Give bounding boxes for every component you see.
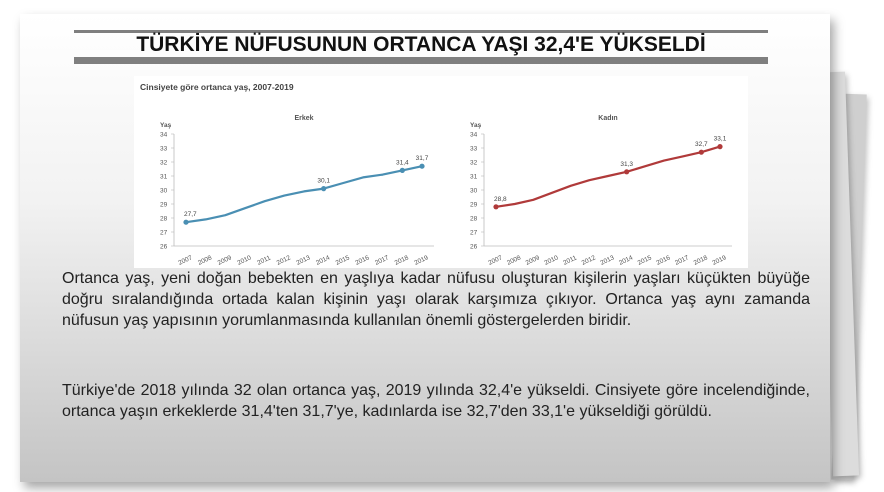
erkek-x-tick-label: 2007 bbox=[177, 254, 194, 267]
kadin-x-tick-label: 2011 bbox=[562, 254, 578, 267]
erkek-data-label: 27,7 bbox=[184, 211, 197, 219]
kadin-y-tick-label: 31 bbox=[470, 173, 478, 181]
kadin-data-point bbox=[624, 169, 629, 174]
kadin-data-label: 28,8 bbox=[494, 195, 507, 203]
kadin-x-tick-label: 2007 bbox=[487, 254, 504, 267]
median-age-charts bbox=[134, 76, 748, 268]
erkek-data-point bbox=[400, 168, 405, 173]
kadin-data-label: 32,7 bbox=[695, 141, 708, 149]
kadin-y-tick-label: 32 bbox=[470, 159, 478, 167]
kadin-y-tick-label: 26 bbox=[470, 243, 478, 251]
erkek-series-line bbox=[186, 166, 422, 222]
kadin-y-axis-label: Yaş bbox=[470, 122, 482, 129]
erkek-data-point bbox=[419, 164, 424, 169]
kadin-data-point bbox=[493, 204, 498, 209]
chart-panel bbox=[134, 76, 748, 268]
erkek-y-axis-label: Yaş bbox=[160, 122, 172, 129]
erkek-x-tick-label: 2015 bbox=[334, 254, 351, 267]
kadin-x-tick-label: 2013 bbox=[599, 254, 616, 267]
kadin-data-point bbox=[717, 144, 722, 149]
erkek-x-tick-label: 2017 bbox=[373, 254, 391, 267]
page-title: TÜRKİYE NÜFUSUNUN ORTANCA YAŞI 32,4'E YÜKSELDİ bbox=[136, 33, 706, 56]
kadin-y-tick-label: 28 bbox=[470, 215, 478, 223]
kadin-x-tick-label: 2014 bbox=[617, 254, 635, 267]
erkek-x-tick-label: 2016 bbox=[354, 254, 371, 267]
kadin-x-tick-label: 2012 bbox=[580, 254, 597, 267]
erkek-x-tick-label: 2009 bbox=[216, 254, 233, 267]
erkek-x-tick-label: 2012 bbox=[275, 254, 292, 267]
body-paragraph-2: Türkiye'de 2018 yılında 32 olan ortanca yaş, 2019 yılında 32,4'e yükseldi. Cinsiyete göre incelendiğinde, ortanca yaşın erkeklerde 31,4'ten 31,7'ye, kadınlarda ise 32,7'den 33,1'e yükseldiği görüldü. bbox=[62, 382, 810, 420]
erkek-data-point bbox=[183, 220, 188, 225]
kadin-series-line bbox=[496, 147, 720, 207]
erkek-x-tick-label: 2013 bbox=[295, 254, 312, 267]
erkek-x-tick-label: 2014 bbox=[314, 254, 332, 267]
erkek-data-label: 30,1 bbox=[317, 177, 330, 185]
erkek-x-tick-label: 2010 bbox=[236, 254, 253, 267]
kadin-x-tick-label: 2017 bbox=[673, 254, 691, 267]
erkek-y-tick-label: 27 bbox=[160, 229, 168, 237]
body-paragraph-1: Ortanca yaş, yeni doğan bebekten en yaşlıya kadar nüfusu oluşturan kişilerin yaşları küçükten büyüğe doğru sıralandığında ortada kalan kişinin yaşı olarak karşımıza çıkıyor. Ortanca yaş aynı zamanda nüfusun yaş yapısının yorumlanmasında kullanılan önemli göstergelerden biridir. bbox=[62, 270, 810, 329]
kadin-x-tick-label: 2016 bbox=[655, 254, 672, 267]
erkek-y-tick-label: 31 bbox=[160, 173, 168, 181]
erkek-y-tick-label: 30 bbox=[160, 187, 168, 195]
erkek-data-point bbox=[321, 186, 326, 191]
kadin-x-tick-label: 2009 bbox=[524, 254, 541, 267]
erkek-x-tick-label: 2019 bbox=[413, 254, 430, 267]
erkek-data-label: 31,4 bbox=[396, 159, 409, 167]
erkek-x-tick-label: 2018 bbox=[393, 254, 410, 267]
news-card bbox=[20, 14, 830, 482]
chart-panel-title: Cinsiyete göre ortanca yaş, 2007-2019 bbox=[140, 82, 294, 92]
kadin-data-label: 33,1 bbox=[713, 135, 727, 143]
kadin-x-tick-label: 2008 bbox=[505, 254, 523, 267]
erkek-y-tick-label: 26 bbox=[160, 243, 168, 251]
kadin-chart-title: Kadın bbox=[598, 115, 618, 122]
kadin-data-label: 31,3 bbox=[620, 160, 633, 168]
erkek-x-tick-label: 2011 bbox=[256, 254, 272, 267]
kadin-data-point bbox=[699, 150, 704, 155]
erkek-y-tick-label: 34 bbox=[160, 131, 168, 139]
kadin-x-tick-label: 2010 bbox=[543, 254, 560, 267]
kadin-y-tick-label: 34 bbox=[470, 131, 478, 139]
kadin-x-tick-label: 2019 bbox=[711, 254, 728, 267]
erkek-y-tick-label: 29 bbox=[160, 201, 168, 209]
kadin-y-tick-label: 27 bbox=[470, 229, 478, 237]
erkek-y-tick-label: 28 bbox=[160, 215, 168, 223]
kadin-y-tick-label: 29 bbox=[470, 201, 478, 209]
title-bar bbox=[74, 30, 768, 64]
kadin-x-tick-label: 2018 bbox=[692, 254, 709, 267]
kadin-y-tick-label: 33 bbox=[470, 145, 478, 153]
erkek-data-label: 31,7 bbox=[415, 155, 429, 163]
erkek-y-tick-label: 33 bbox=[160, 145, 168, 153]
erkek-y-tick-label: 32 bbox=[160, 159, 168, 167]
kadin-y-tick-label: 30 bbox=[470, 187, 478, 195]
erkek-x-tick-label: 2008 bbox=[196, 254, 214, 267]
kadin-x-tick-label: 2015 bbox=[636, 254, 653, 267]
erkek-chart-title: Erkek bbox=[294, 115, 314, 122]
